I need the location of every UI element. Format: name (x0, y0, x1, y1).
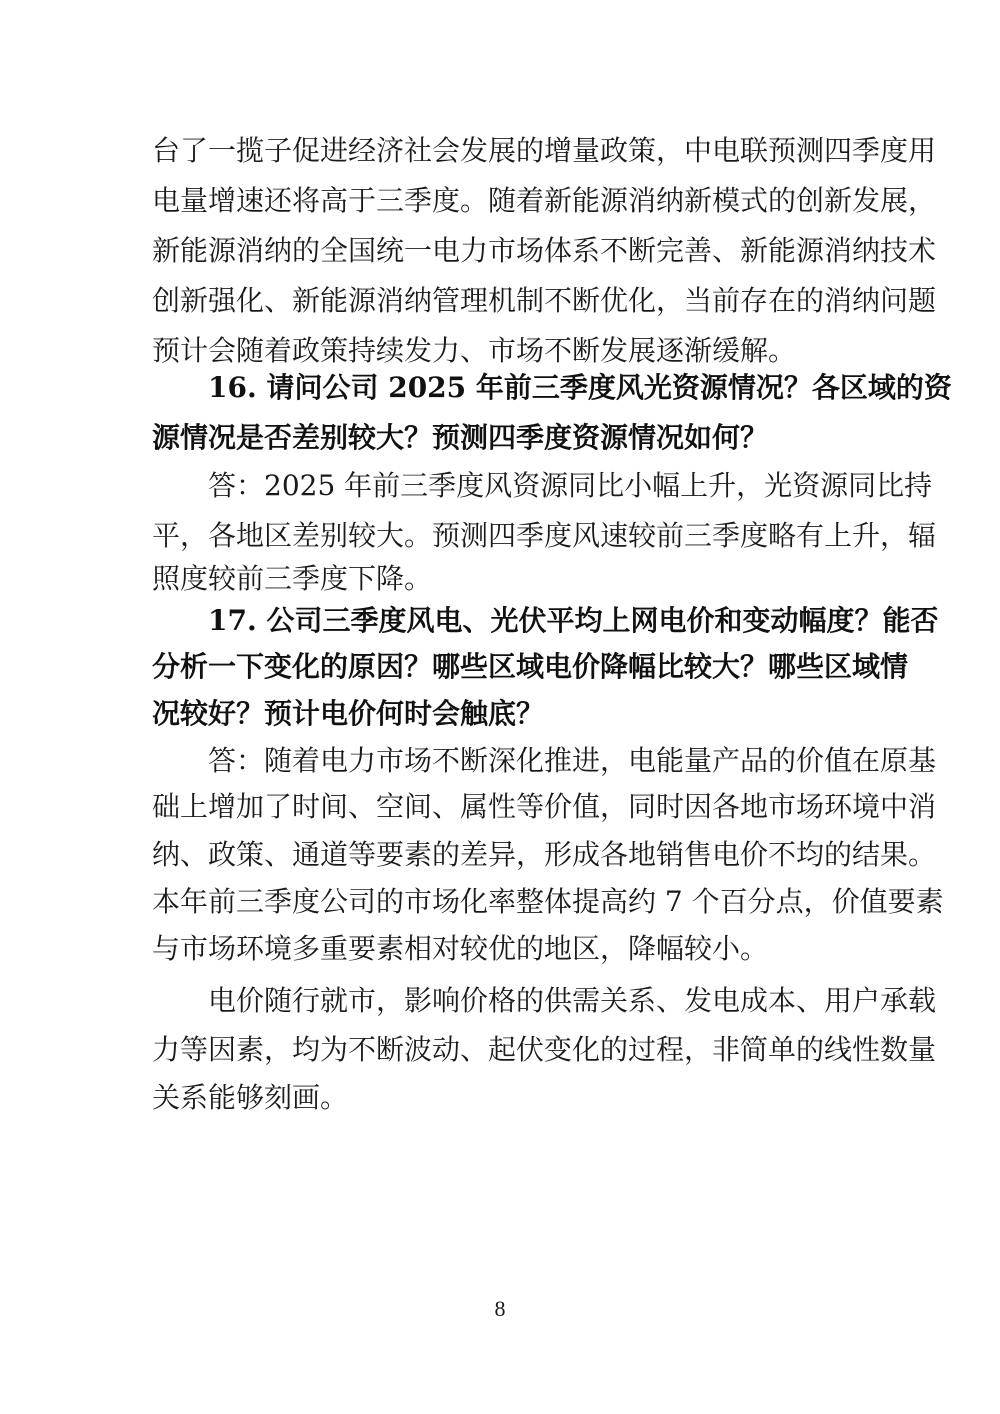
answer-16-text: 照度较前三季度下降。 (152, 562, 433, 595)
answer-17-text: 础上增加了时间、空间、属性等价值，同时因各地市场环境中消 (152, 790, 937, 823)
answer-16-text: 平，各地区差别较大。预测四季度风速较前三季度略有上升，辐 (152, 519, 937, 552)
question-16-heading: 16. 请问公司 2025 年前三季度风光资源情况？各区域的资 (208, 371, 952, 404)
body-text-line: 台了一揽子促进经济社会发展的增量政策，中电联预测四季度用 (152, 134, 937, 167)
answer-17-text: 与市场环境多重要素相对较优的地区，降幅较小。 (152, 932, 769, 965)
body-text-line: 电量增速还将高于三季度。随着新能源消纳新模式的创新发展， (152, 184, 937, 217)
question-17-heading: 况较好？预计电价何时会触底？ (152, 697, 545, 730)
answer-17-text: 电价随行就市，影响价格的供需关系、发电成本、用户承载 (208, 984, 937, 1017)
body-text-line: 新能源消纳的全国统一电力市场体系不断完善、新能源消纳技术 (152, 234, 937, 267)
answer-17-text: 关系能够刻画。 (152, 1081, 349, 1114)
question-16-heading: 源情况是否差别较大？预测四季度资源情况如何？ (152, 421, 769, 454)
body-text-line: 预计会随着政策持续发力、市场不断发展逐渐缓解。 (152, 334, 797, 367)
answer-17-text: 纳、政策、通道等要素的差异，形成各地销售电价不均的结果。 (152, 838, 937, 871)
answer-17-text: 答：随着电力市场不断深化推进，电能量产品的价值在原基 (208, 744, 937, 777)
answer-17-text: 力等因素，均为不断波动、起伏变化的过程，非简单的线性数量 (152, 1033, 937, 1066)
answer-16-text: 答：2025 年前三季度风资源同比小幅上升，光资源同比持 (208, 469, 933, 502)
body-text-line: 创新强化、新能源消纳管理机制不断优化，当前存在的消纳问题 (152, 284, 937, 317)
question-17-heading: 分析一下变化的原因？哪些区域电价降幅比较大？哪些区域情 (152, 650, 909, 683)
question-17-heading: 17. 公司三季度风电、光伏平均上网电价和变动幅度？能否 (208, 604, 939, 637)
answer-17-text: 本年前三季度公司的市场化率整体提高约 7 个百分点，价值要素 (152, 885, 944, 918)
page-number: 8 (494, 1296, 506, 1321)
